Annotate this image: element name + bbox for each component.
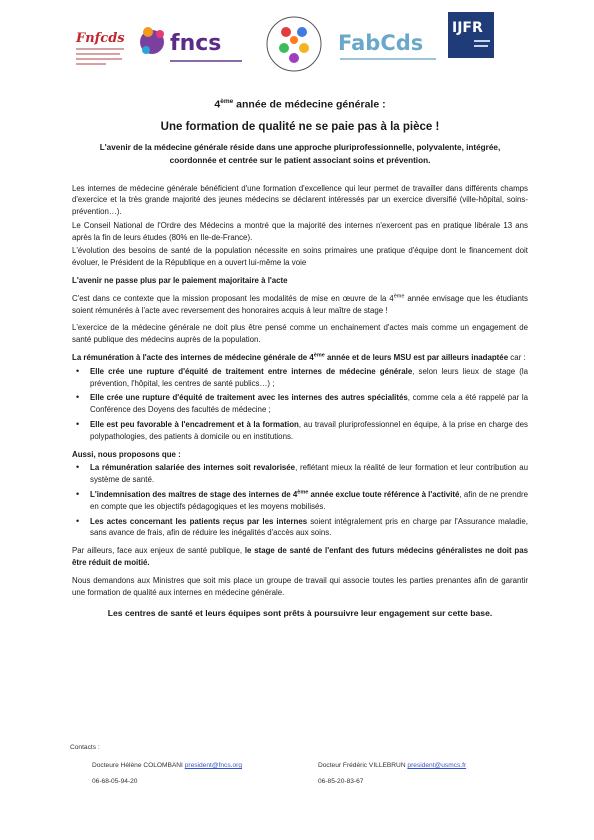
paragraph-3: L'évolution des besoins de santé de la population nécessite en soins primaires une pratique d'équipe dont le financement doit évoluer, le Président de la République en a ouvert lui-même la voie — [72, 246, 528, 268]
paragraph-2: Le Conseil National de l'Ordre des Médecins a montré que la majorité des internes n'exercent pas en pratique libérale 13 ans après la fin de leurs études (80% en Ile-de-France). — [72, 220, 528, 242]
paragraph-5: L'exercice de la médecine générale ne doit plus être pensé comme un enchainement d'actes mais comme un engagement de santé publique des médecins auprès de la population. — [72, 323, 528, 345]
list-item: • Elle crée une rupture d'équité de traitement avec les internes des autres spécialités, comme cela a été rappelé par la Conférence des Doyens des facultés de médecine ; — [88, 392, 528, 416]
contact-left-phone: 06-68-05-94-20 — [92, 778, 138, 785]
fncs-logo — [136, 18, 250, 76]
fabcds-logo-text: FabCds — [338, 31, 424, 55]
fncs-logo-text: fncs — [170, 31, 222, 56]
document-body — [72, 183, 528, 599]
paragraph-1: Les internes de médecine générale bénéficient d'une formation d'excellence qui leur permet de travailler dans différents champs d'exercice et la très grande majorité des jeunes médecins se déclarent intéressés par un exercice diversifié (ville-hôpital, soins-prévention…). — [72, 183, 528, 217]
ijfr-logo-text: IJFR — [452, 20, 483, 36]
list-item: • Les actes concernant les patients reçus par les internes soient intégralement pris en charge par l'Assurance maladie, sans avance de frais, afin de réduire les inégalités d'accès aux soins. — [88, 516, 528, 540]
proposals-heading: Aussi, nous proposons que : — [72, 449, 181, 459]
document-content — [72, 92, 528, 618]
list-item: • Elle est peu favorable à l'encadrement et à la formation, au travail pluriprofessionnel en équipe, à la prise en charge des polypathologies, des patients à domicile ou en institutions. — [88, 419, 528, 443]
contact-right-phone: 06-85-20-83-67 — [318, 778, 364, 785]
paragraph-4: C'est dans ce contexte que la mission proposant les modalités de mise en œuvre de la 4ème année envisage que les étudiants soient rémunérés à l'acte avec reversement des honoraires acquis à leur maître de stage ! — [72, 293, 528, 315]
paragraph-6: La rémunération à l'acte des internes de médecine générale de 4ème année et de leurs MSU est par ailleurs inadaptée car : — [72, 352, 526, 363]
document-subtitle: L'avenir de la médecine générale réside dans une approche pluriprofessionnelle, polyvalente, intégrée, coordonnée et centrée sur le patient associant soins et prévention. — [99, 142, 501, 165]
contact-right-email-link[interactable]: president@usmcs.fr — [407, 762, 467, 769]
contact-left-name: Docteure Hélène COLOMBANI — [92, 762, 185, 769]
contact-right-name: Docteur Frédéric VILLEBRUN — [318, 762, 408, 769]
proposals-list — [72, 462, 528, 539]
fnfcds-logo — [72, 22, 132, 78]
fabcds-logo — [336, 18, 444, 78]
ijfr-logo — [448, 12, 494, 58]
closing-statement: Les centres de santé et leurs équipes sont prêts à poursuivre leur engagement sur cette base. — [107, 608, 493, 619]
section-heading-acte: L'avenir ne passe plus par le paiement majoritaire à l'acte — [72, 276, 288, 286]
reasons-list — [72, 366, 528, 443]
list-item: • Elle crée une rupture d'équité de traitement entre internes de médecine générale, selon leurs lieux de stage (la prévention, l'hôpital, les centres de santé publics…) ; — [88, 366, 528, 390]
contact-right — [318, 758, 466, 790]
contacts-label: Contacts : — [70, 744, 100, 751]
paragraph-8: Nous demandons aux Ministres que soit mis place un groupe de travail qui associe toutes les parties prenantes afin de garantir une formation de qualité aux internes en médecine générale. — [72, 575, 528, 597]
association-circle-logo — [264, 12, 324, 80]
document-title: 4ème année de médecine générale : — [214, 98, 386, 111]
contact-left — [92, 758, 242, 790]
contact-left-email-link[interactable]: president@fncs.org — [184, 762, 242, 769]
list-item: • L'indemnisation des maîtres de stage des internes de 4ème année exclue toute référence à l'activité, afin de ne prendre en compte que les objectifs pédagogiques et les moyens mobilisés. — [88, 489, 528, 513]
document-headline: Une formation de qualité ne se paie pas à la pièce ! — [160, 120, 440, 133]
list-item: • La rémunération salariée des internes soit revalorisée, reflétant mieux la réalité de leur formation et leur contribution au système de santé. — [88, 462, 528, 486]
fnfcds-logo-text: Fnfcds — [76, 31, 125, 46]
logo-header — [64, 12, 534, 82]
paragraph-7: Par ailleurs, face aux enjeux de santé publique, le stage de santé de l'enfant des futurs médecins généralistes ne doit pas être réduit de moitié. — [72, 546, 528, 568]
contacts-block — [70, 744, 530, 785]
